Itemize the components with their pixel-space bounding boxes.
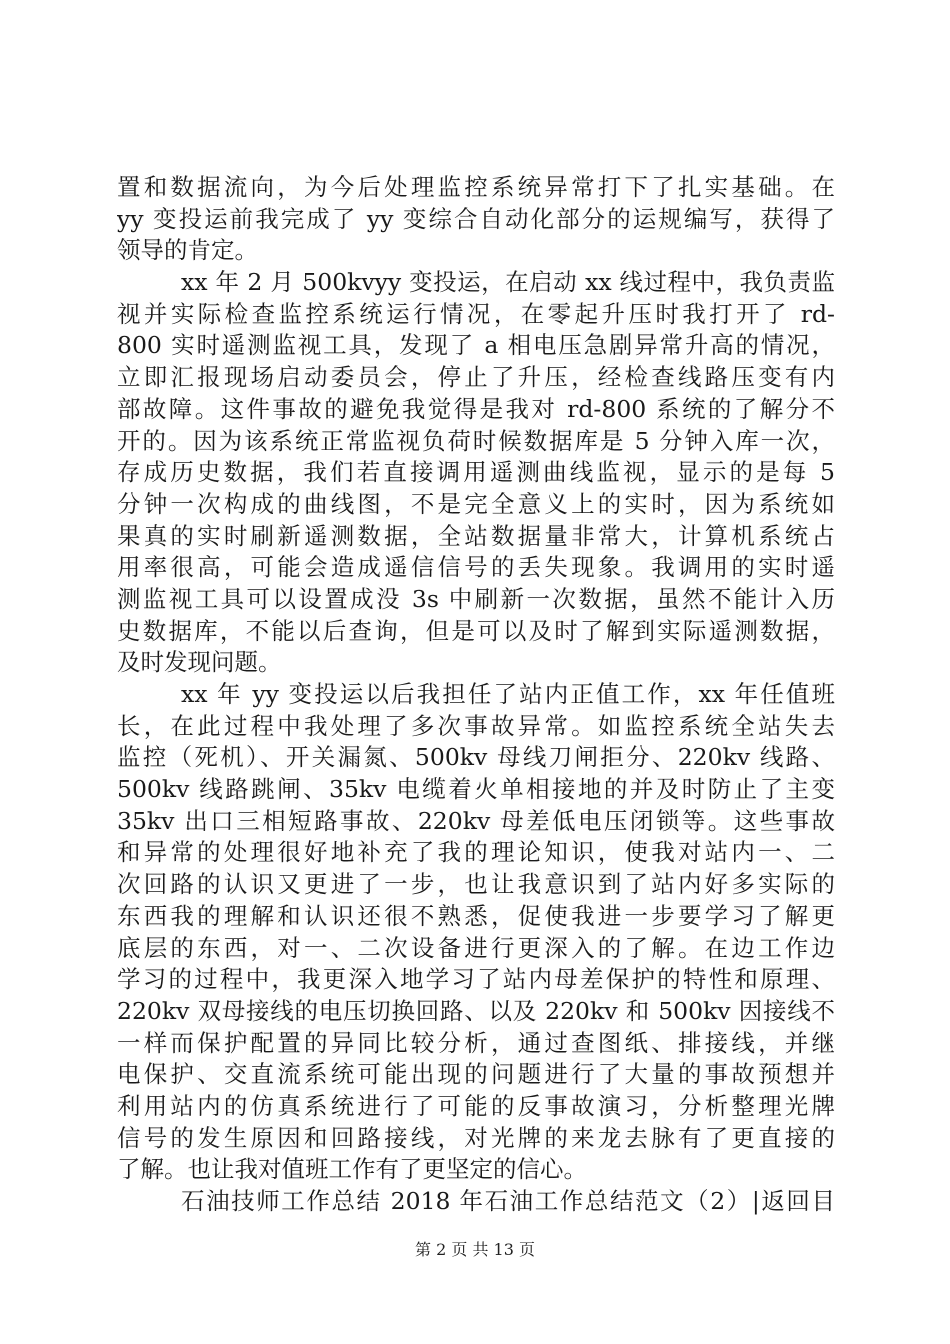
text-line: 领导的肯定。 <box>117 236 258 265</box>
paragraph-start-line: xx 年 2 月 500kvyy 变投运，在启动 xx 线过程中，我负责监 <box>181 268 835 297</box>
text-line: 存成历史数据，我们若直接调用遥测曲线监视，显示的是每 5 <box>117 458 835 487</box>
text-line: 立即汇报现场启动委员会，停止了升压，经检查线路压变有内 <box>117 363 835 392</box>
text-line: 800 实时遥测监视工具，发现了 a 相电压急剧异常升高的情况， <box>117 331 835 360</box>
text-line: 底层的东西，对一、二次设备进行更深入的了解。在边工作边 <box>117 933 835 962</box>
text-line: 一样而保护配置的异同比较分析，通过查图纸、排接线，并继 <box>117 1028 835 1057</box>
text-line: 500kv 线路跳闸、35kv 电缆着火单相接地的并及时防止了主变 <box>117 775 835 804</box>
text-line: 测监视工具可以设置成没 3s 中刷新一次数据，虽然不能计入历 <box>117 584 835 613</box>
page-number: 第 2 页 共 13 页 <box>415 1240 535 1259</box>
text-line: 电保护、交直流系统可能出现的问题进行了大量的事故预想并 <box>117 1060 835 1089</box>
paragraph-start-line: xx 年 yy 变投运以后我担任了站内正值工作，xx 年任值班 <box>181 680 835 708</box>
text-line: 长，在此过程中我处理了多次事故异常。如监控系统全站失去 <box>117 711 835 740</box>
toc-return-link[interactable]: 石油技师工作总结 2018 年石油工作总结范文（2）|返回目 <box>181 1187 835 1215</box>
text-line: yy 变投运前我完成了 yy 变综合自动化部分的运规编写，获得了 <box>117 204 835 233</box>
text-line: 置和数据流向，为今后处理监控系统异常打下了扎实基础。在 <box>117 173 835 201</box>
text-line: 开的。因为该系统正常监视负荷时候数据库是 5 分钟入库一次， <box>117 426 835 455</box>
text-line: 次回路的认识又更进了一步，也让我意识到了站内好多实际的 <box>117 870 835 899</box>
text-line: 视并实际检查监控系统运行情况，在零起升压时我打开了 rd- <box>117 299 835 328</box>
text-line: 果真的实时刷新遥测数据，全站数据量非常大，计算机系统占 <box>117 521 835 550</box>
text-line: 用率很高，可能会造成遥信信号的丢失现象。我调用的实时遥 <box>117 553 835 582</box>
text-line: 史数据库，不能以后查询，但是可以及时了解到实际遥测数据， <box>117 616 835 645</box>
text-line: 和异常的处理很好地补充了我的理论知识，使我对站内一、二 <box>117 838 835 867</box>
text-line: 分钟一次构成的曲线图，不是完全意义上的实时，因为系统如 <box>117 489 835 518</box>
text-line: 及时发现问题。 <box>117 648 282 677</box>
body-text <box>117 172 835 1218</box>
text-line: 了解。也让我对值班工作有了更坚定的信心。 <box>117 1155 587 1184</box>
text-line: 部故障。这件事故的避免我觉得是我对 rd-800 系统的了解分不 <box>117 394 835 423</box>
text-line: 信号的发生原因和回路接线，对光牌的来龙去脉有了更直接的 <box>117 1123 835 1152</box>
text-line: 35kv 出口三相短路事故、220kv 母差低电压闭锁等。这些事故 <box>117 806 835 835</box>
text-line: 利用站内的仿真系统进行了可能的反事故演习，分析整理光牌 <box>117 1091 835 1120</box>
text-line: 东西我的理解和认识还很不熟悉，促使我进一步要学习了解更 <box>117 901 835 930</box>
text-line: 220kv 双母接线的电压切换回路、以及 220kv 和 500kv 因接线不 <box>117 996 835 1025</box>
text-line: 学习的过程中，我更深入地学习了站内母差保护的特性和原理、 <box>117 965 835 994</box>
text-line: 监控（死机）、开关漏氮、500kv 母线刀闸拒分、220kv 线路、 <box>117 743 835 772</box>
